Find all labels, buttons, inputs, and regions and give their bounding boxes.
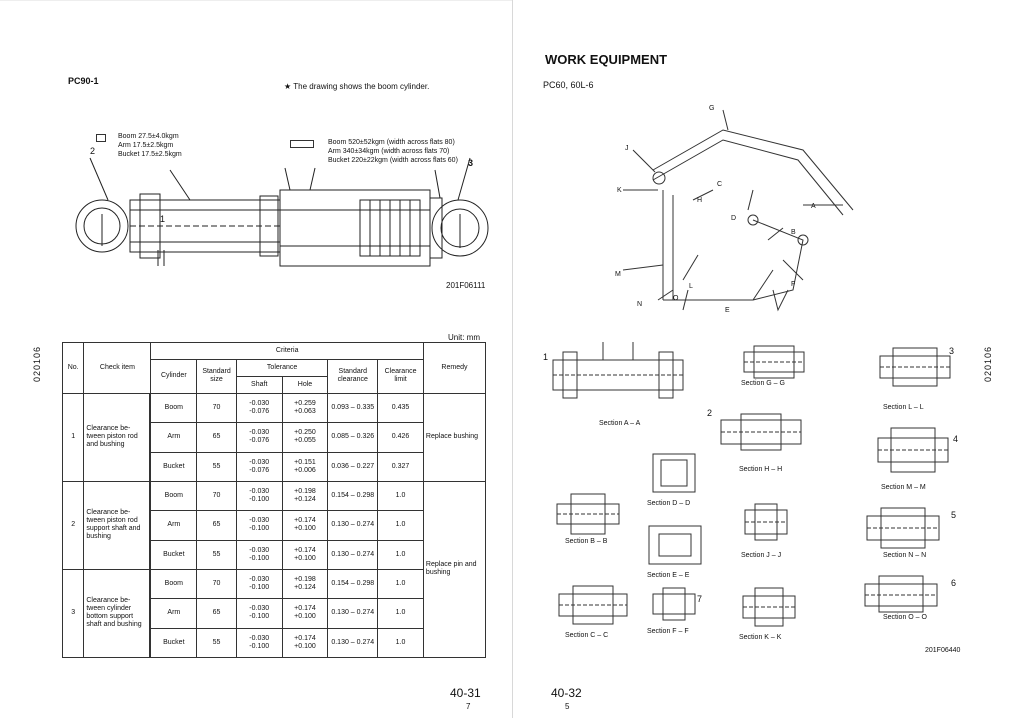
- cell-hole: +0.151 +0.006: [282, 452, 328, 481]
- letter-E: E: [725, 307, 730, 314]
- table-row: [63, 481, 486, 510]
- header-standard-size: Standard size: [197, 359, 237, 393]
- section-n-sketch: [861, 504, 945, 552]
- header-tolerance: Tolerance: [236, 359, 328, 376]
- torque-right-line: Boom 520±52kgm (width across flats 80): [328, 139, 455, 146]
- section-g-sketch: [739, 342, 809, 382]
- header-shaft: Shaft: [236, 376, 282, 393]
- cell-limit: 0.327: [378, 452, 424, 481]
- cell-size: 70: [197, 393, 237, 422]
- section-g-label: Section G – G: [741, 380, 785, 387]
- right-figure-code: 201F06440: [925, 647, 961, 654]
- row-no: 3: [63, 569, 84, 657]
- cell-clearance: 0.154 – 0.298: [328, 481, 378, 510]
- cell-shaft: -0.030 -0.076: [236, 393, 282, 422]
- cell-clearance: 0.130 – 0.274: [328, 511, 378, 540]
- left-side-code: 020106: [32, 346, 42, 383]
- left-page-number: 40-31: [450, 686, 481, 700]
- cell-clearance: 0.093 – 0.335: [328, 393, 378, 422]
- cell-limit: 1.0: [378, 628, 424, 657]
- right-page-number: 40-32: [551, 686, 582, 700]
- section-d-label: Section D – D: [647, 500, 691, 507]
- cell-hole: +0.259 +0.063: [282, 393, 328, 422]
- row-check-item: Clearance be-tween cylinder bottom support shaft and bushing: [84, 569, 150, 657]
- cell-size: 55: [197, 540, 237, 569]
- letter-K: K: [617, 187, 622, 194]
- header-hole: Hole: [282, 376, 328, 393]
- cell-clearance: 0.130 – 0.274: [328, 628, 378, 657]
- left-page-sub: 7: [466, 702, 471, 711]
- number-6: 6: [951, 578, 957, 588]
- number-2: 2: [707, 408, 713, 418]
- row-no: 1: [63, 393, 84, 481]
- cell-shaft: -0.030 -0.100: [236, 481, 282, 510]
- section-h-sketch: [711, 410, 811, 460]
- cell-hole: +0.250 +0.055: [282, 423, 328, 452]
- cell-size: 65: [197, 511, 237, 540]
- drawing-note: ★ The drawing shows the boom cylinder.: [284, 82, 430, 91]
- row-remedy: Replace bushing: [423, 393, 485, 481]
- letter-F: F: [791, 281, 796, 288]
- cell-hole: +0.174 +0.100: [282, 540, 328, 569]
- cell-cylinder: Arm: [151, 511, 197, 540]
- section-k-sketch: [739, 584, 799, 630]
- table-row: [63, 393, 486, 422]
- letter-O: O: [673, 295, 679, 302]
- cell-shaft: -0.030 -0.100: [236, 599, 282, 628]
- letter-C: C: [717, 181, 723, 188]
- callout-2: 2: [90, 146, 96, 156]
- section-n-label: Section N – N: [883, 552, 927, 559]
- header-check-item: Check item: [84, 343, 151, 394]
- number-3: 3: [949, 346, 955, 356]
- cell-size: 70: [197, 569, 237, 598]
- callout-1: 1: [160, 214, 166, 224]
- section-b-label: Section B – B: [565, 538, 608, 545]
- section-o-sketch: [859, 574, 943, 614]
- cell-limit: 1.0: [378, 540, 424, 569]
- cell-cylinder: Arm: [151, 599, 197, 628]
- clearance-table: [62, 342, 486, 658]
- cell-shaft: -0.030 -0.100: [236, 569, 282, 598]
- section-h-label: Section H – H: [739, 466, 783, 473]
- cell-clearance: 0.036 – 0.227: [328, 452, 378, 481]
- right-side-code: 020106: [983, 346, 993, 383]
- section-o-label: Section O – O: [883, 614, 927, 621]
- cell-cylinder: Boom: [151, 569, 197, 598]
- number-7: 7: [697, 594, 703, 604]
- cell-hole: +0.198 +0.124: [282, 569, 328, 598]
- cell-clearance: 0.154 – 0.298: [328, 569, 378, 598]
- torque-icon-left: [96, 134, 106, 142]
- header-standard-clearance: Standard clearance: [328, 359, 378, 393]
- callout-3: 3: [468, 158, 474, 168]
- cell-size: 65: [197, 599, 237, 628]
- cell-cylinder: Arm: [151, 423, 197, 452]
- cell-shaft: -0.030 -0.076: [236, 452, 282, 481]
- row-check-item: Clearance be-tween piston rod support shaft and bushing: [84, 481, 150, 569]
- letter-B: B: [791, 229, 796, 236]
- section-f-sketch: [649, 586, 699, 622]
- torque-right-line: Arm 340±34kgm (width across flats 70): [328, 148, 450, 155]
- cell-size: 65: [197, 423, 237, 452]
- cell-cylinder: Boom: [151, 393, 197, 422]
- cell-hole: +0.174 +0.100: [282, 511, 328, 540]
- left-figure-code: 201F06111: [446, 281, 486, 290]
- torque-left-line: Bucket 17.5±2.5kgm: [118, 151, 182, 158]
- section-j-label: Section J – J: [741, 552, 782, 559]
- row-remedy: Replace pin and bushing: [423, 481, 485, 657]
- header-no: No.: [63, 343, 84, 394]
- right-title: WORK EQUIPMENT: [545, 52, 668, 67]
- cell-limit: 1.0: [378, 511, 424, 540]
- number-1: 1: [543, 352, 549, 362]
- section-e-sketch: [645, 520, 705, 570]
- unit-label: Unit: mm: [448, 333, 480, 342]
- cell-clearance: 0.085 – 0.326: [328, 423, 378, 452]
- cell-shaft: -0.030 -0.100: [236, 628, 282, 657]
- work-equipment-diagram: [603, 100, 873, 320]
- letter-M: M: [615, 271, 621, 278]
- cell-limit: 0.426: [378, 423, 424, 452]
- table-row: [63, 569, 486, 598]
- cell-hole: +0.174 +0.100: [282, 628, 328, 657]
- number-5: 5: [951, 510, 957, 520]
- top-rule: [0, 0, 512, 1]
- section-l-sketch: [875, 342, 955, 392]
- cell-shaft: -0.030 -0.076: [236, 423, 282, 452]
- cell-clearance: 0.130 – 0.274: [328, 599, 378, 628]
- cell-limit: 1.0: [378, 481, 424, 510]
- header-clearance-limit: Clearance limit: [378, 359, 424, 393]
- header-remedy: Remedy: [423, 343, 485, 394]
- cell-size: 55: [197, 628, 237, 657]
- letter-G: G: [709, 105, 715, 112]
- cell-hole: +0.198 +0.124: [282, 481, 328, 510]
- section-c-label: Section C – C: [565, 632, 609, 639]
- cell-cylinder: Boom: [151, 481, 197, 510]
- section-m-label: Section M – M: [881, 484, 926, 491]
- number-4: 4: [953, 434, 959, 444]
- cell-limit: 1.0: [378, 599, 424, 628]
- right-page-sub: 5: [565, 702, 570, 711]
- cell-shaft: -0.030 -0.100: [236, 511, 282, 540]
- section-d-sketch: [649, 450, 699, 496]
- section-b-sketch: [553, 490, 623, 538]
- section-f-label: Section F – F: [647, 628, 689, 635]
- cell-cylinder: Bucket: [151, 628, 197, 657]
- section-l-label: Section L – L: [883, 404, 924, 411]
- header-cylinder: Cylinder: [151, 359, 197, 393]
- cell-clearance: 0.130 – 0.274: [328, 540, 378, 569]
- cell-shaft: -0.030 -0.100: [236, 540, 282, 569]
- section-j-sketch: [741, 500, 791, 546]
- cell-limit: 0.435: [378, 393, 424, 422]
- letter-L: L: [689, 283, 693, 290]
- torque-left-line: Boom 27.5±4.0kgm: [118, 133, 179, 140]
- section-e-label: Section E – E: [647, 572, 690, 579]
- section-k-label: Section K – K: [739, 634, 782, 641]
- right-page: [512, 0, 1024, 718]
- row-check-item: Clearance be-tween piston rod and bushing: [84, 393, 150, 481]
- section-c-sketch: [553, 580, 633, 630]
- left-model-label: PC90-1: [68, 76, 99, 86]
- letter-J: J: [625, 145, 629, 152]
- section-m-sketch: [873, 420, 953, 480]
- letter-A: A: [811, 203, 816, 210]
- section-a-sketch: [543, 340, 693, 410]
- letter-H: H: [697, 197, 703, 204]
- header-criteria: Criteria: [151, 343, 423, 360]
- cell-size: 70: [197, 481, 237, 510]
- cell-cylinder: Bucket: [151, 540, 197, 569]
- cell-hole: +0.174 +0.100: [282, 599, 328, 628]
- torque-icon-right: [290, 140, 314, 148]
- boom-cylinder-drawing: [60, 150, 490, 270]
- right-model-label: PC60, 60L-6: [543, 80, 594, 90]
- cell-limit: 1.0: [378, 569, 424, 598]
- torque-left-line: Arm 17.5±2.5kgm: [118, 142, 174, 149]
- section-a-label: Section A – A: [599, 420, 641, 427]
- letter-N: N: [637, 301, 643, 308]
- torque-right-line: Bucket 220±22kgm (width across flats 60): [328, 157, 458, 164]
- letter-D: D: [731, 215, 737, 222]
- row-no: 2: [63, 481, 84, 569]
- cell-size: 55: [197, 452, 237, 481]
- cell-cylinder: Bucket: [151, 452, 197, 481]
